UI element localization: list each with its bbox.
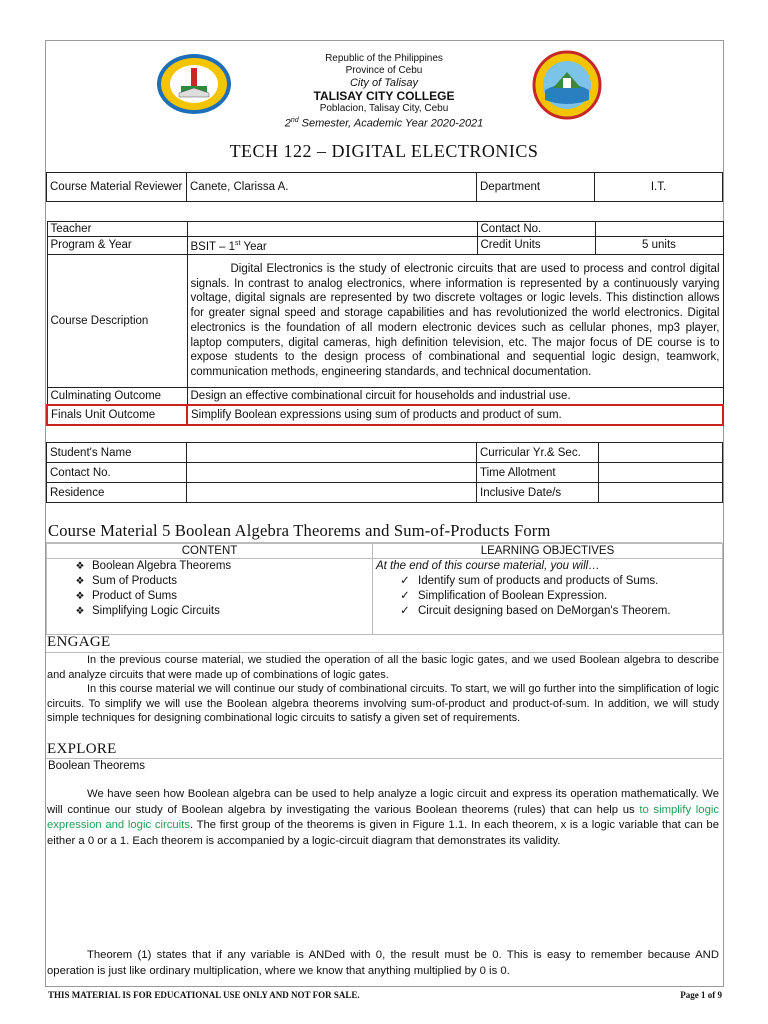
student-name-label: Student's Name bbox=[47, 443, 187, 463]
list-item: ✓ Circuit designing based on DeMorgan's Theorem. bbox=[400, 605, 671, 617]
objectives-cell bbox=[373, 559, 723, 635]
reviewer-label: Course Material Reviewer bbox=[47, 173, 187, 202]
list-item: ✓ Identify sum of products and products of Sums. bbox=[400, 575, 659, 587]
time-allotment-field[interactable] bbox=[599, 463, 723, 483]
curricular-field[interactable] bbox=[599, 443, 723, 463]
content-list bbox=[50, 559, 369, 619]
course-title: TECH 122 – DIGITAL ELECTRONICS bbox=[229, 141, 539, 161]
student-contact-label: Contact No. bbox=[47, 463, 187, 483]
culminating-value: Design an effective combinational circuit for households and industrial use. bbox=[187, 387, 723, 405]
description-text: Digital Electronics is the study of electronic circuits that are used to process and control digital signals. In contrast to analog electronics, where information is represented by a continuously varying voltage, digital signals are represented by two discrete voltages or logic levels. This distinction allows for greater signal speed and storage capabilities and has revolutionized the world electronics. Digital electronics is the foundation of all modern electronic devices such as cellular phones, mp3 player, laptop computers, digital cameras, high definition television, etc. The major focus of DE course is to expose students to the design process of combinational and sequential logic design, teamwork, communication methods, engineering standards, and technical documentation. bbox=[187, 254, 723, 387]
explore-heading: EXPLORE bbox=[47, 741, 117, 757]
footer-disclaimer: THIS MATERIAL IS FOR EDUCATIONAL USE ONLY AND NOT FOR SALE. bbox=[48, 990, 360, 1000]
header-city: City of Talisay bbox=[349, 77, 419, 89]
material-title: Course Material 5 Boolean Algebra Theorems and Sum-of-Products Form bbox=[48, 521, 551, 540]
content-objectives-table bbox=[46, 543, 723, 635]
contact-value bbox=[595, 222, 723, 237]
list-item: ❖ Sum of Products bbox=[75, 575, 178, 587]
department-value: I.T. bbox=[595, 173, 723, 202]
time-allotment-label: Time Allotment bbox=[477, 463, 599, 483]
culminating-label: Culminating Outcome bbox=[47, 387, 187, 405]
credit-label: Credit Units bbox=[477, 237, 595, 255]
teacher-label: Teacher bbox=[47, 222, 187, 237]
student-contact-field[interactable] bbox=[187, 463, 477, 483]
program-label: Program & Year bbox=[47, 237, 187, 255]
header-republic: Republic of the Philippines bbox=[325, 53, 443, 64]
engage-heading: ENGAGE bbox=[47, 634, 111, 650]
list-item: ✓ Simplification of Boolean Expression. bbox=[400, 590, 608, 602]
curricular-label: Curricular Yr.& Sec. bbox=[477, 443, 599, 463]
reviewer-table bbox=[46, 172, 723, 202]
student-name-field[interactable] bbox=[187, 443, 477, 463]
student-info-table bbox=[46, 442, 723, 503]
explore-paragraph-1: We have seen how Boolean algebra can be used to help analyze a logic circuit and express its operation mathematically. We will continue our study of Boolean algebra by investigating the various Boolean theorems (rules) that can help us to simplify logic expression and logic circuits. The first group of the theorems is given in Figure 1.1. In each theorem, x is a logic variable that can be either a 0 or a 1. Each theorem is accompanied by a logic-circuit diagram that demonstrates its validity. bbox=[47, 788, 720, 847]
engage-paragraph-1: In the previous course material, we studied the operation of all the basic logic gates, and we used Boolean algebra to describe and analyze circuits that were made up of combinations of logic gates. bbox=[47, 654, 719, 681]
contact-label: Contact No. bbox=[477, 222, 595, 237]
header-province: Province of Cebu bbox=[345, 65, 423, 76]
department-label: Department bbox=[477, 173, 595, 202]
objectives-list bbox=[376, 574, 719, 619]
objectives-intro: At the end of this course material, you will… bbox=[376, 560, 600, 572]
list-item: ❖ Product of Sums bbox=[75, 590, 178, 602]
teacher-value bbox=[187, 222, 477, 237]
engage-paragraph-2: In this course material we will continue our study of combinational circuits. To start, we will go further into the simplification of logic circuits. To simplify we will use the Boolean algebra theorems involving sum-of-product and product-of-sum. In addition, we will study simple techniques for designing combinational logic circuits to satisfy a given set of requirements. bbox=[47, 683, 719, 724]
reviewer-value: Canete, Clarissa A. bbox=[187, 173, 477, 202]
header-semester: 2nd Semester, Academic Year 2020-2021 bbox=[284, 117, 484, 130]
finals-value: Simplify Boolean expressions using sum of products and product of sum. bbox=[187, 405, 723, 425]
dates-field[interactable] bbox=[599, 483, 723, 503]
header-college: TALISAY CITY COLLEGE bbox=[313, 89, 455, 103]
explore-subheading: Boolean Theorems bbox=[48, 760, 145, 772]
content-cell bbox=[47, 559, 373, 635]
divider bbox=[46, 758, 722, 759]
header-address: Poblacion, Talisay City, Cebu bbox=[319, 103, 449, 114]
content-header: CONTENT bbox=[47, 544, 373, 559]
description-label: Course Description bbox=[47, 254, 187, 387]
explore-paragraph-2: Theorem (1) states that if any variable is ANDed with 0, the result must be 0. This is easy to remember because AND operation is just like ordinary multiplication, where we know that anything multiplied by 0 is 0. bbox=[47, 949, 719, 977]
residence-label: Residence bbox=[47, 483, 187, 503]
residence-field[interactable] bbox=[187, 483, 477, 503]
course-info-table bbox=[46, 221, 724, 426]
page-number: Page 1 of 9 bbox=[680, 990, 722, 1000]
dates-label: Inclusive Date/s bbox=[477, 483, 599, 503]
finals-label: Finals Unit Outcome bbox=[47, 405, 187, 425]
program-value: BSIT – 1st Year bbox=[187, 237, 477, 255]
list-item: ❖ Boolean Algebra Theorems bbox=[75, 560, 232, 572]
objectives-header: LEARNING OBJECTIVES bbox=[373, 544, 723, 559]
list-item: ❖ Simplifying Logic Circuits bbox=[75, 605, 220, 617]
credit-value: 5 units bbox=[595, 237, 723, 255]
highlighted-phrase: to simplify logic expression and logic circuits bbox=[47, 803, 720, 831]
